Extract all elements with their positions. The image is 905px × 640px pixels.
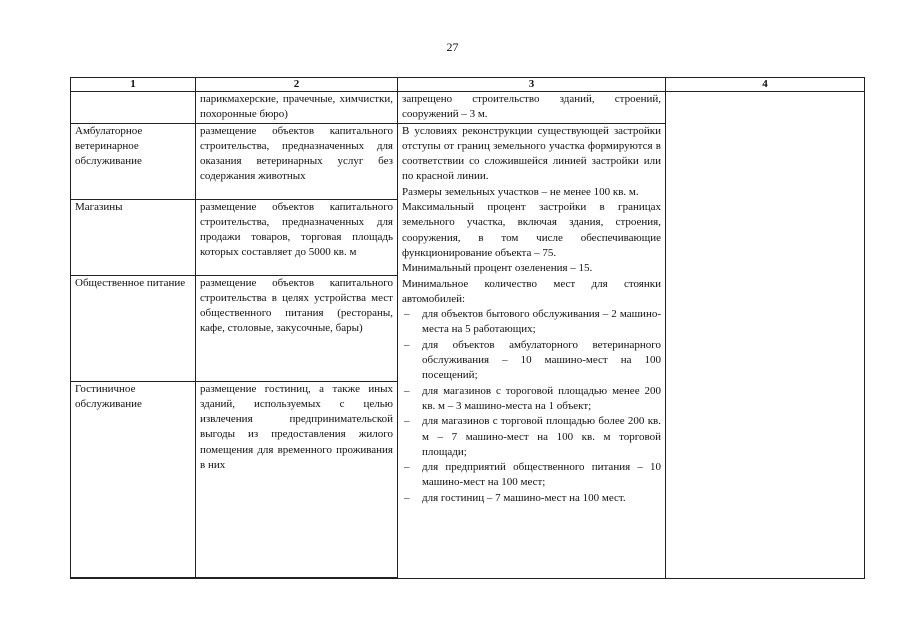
header-col-1: 1	[71, 78, 196, 92]
table-row	[71, 92, 865, 124]
parameter-paragraph: Минимальное количество мест для стоянки автомобилей:	[402, 277, 661, 305]
use-name-cell	[71, 577, 196, 578]
use-description-cell: размещение объектов капитального строительства, предназначенных для оказания ветеринарных услуг без содержания животных	[196, 123, 398, 199]
list-item: – для магазинов с торговой площадью более 200 кв. м – 7 машино-мест на 100 кв. м торговой площади;	[402, 414, 661, 460]
page-number: 27	[446, 40, 459, 54]
parameter-paragraph: Максимальный процент застройки в границах земельного участка, включая здания, строения, сооружения, в том числе обеспечивающие функционирование объекта – 75.	[402, 201, 661, 259]
use-description-cell: парикмахерские, прачечные, химчистки, похоронные бюро)	[196, 92, 398, 124]
use-name-cell: Амбулаторное ветеринарное обслуживание	[71, 123, 196, 199]
header-col-3: 3	[398, 78, 666, 92]
use-description-cell	[196, 577, 398, 578]
list-item: – для гостиниц – 7 машино-мест на 100 мест.	[402, 491, 661, 506]
list-item: – для магазинов с тороговой площадью менее 200 кв. м – 3 машино-места на 1 объект;	[402, 384, 661, 415]
table-header	[71, 78, 865, 92]
list-item: – для объектов амбулаторного ветеринарного обслуживания – 10 машино-мест на 100 посещений;	[402, 338, 661, 384]
header-col-2: 2	[196, 78, 398, 92]
parameter-paragraph: Минимальный процент озеленения – 15.	[402, 262, 593, 275]
header-col-4: 4	[666, 78, 865, 92]
notes-cell	[666, 92, 865, 579]
use-name-cell	[71, 92, 196, 124]
list-item: – для предприятий общественного питания – 10 машино-мест на 100 мест;	[402, 460, 661, 491]
use-name-cell: Гостиничное обслуживание	[71, 381, 196, 577]
parameters-cell	[398, 123, 666, 578]
list-item: – для объектов бытового обслуживания – 2 машино-места на 5 работающих;	[402, 307, 661, 338]
parameters-first-cell: запрещено строительство зданий, строений, сооружений – 3 м.	[398, 92, 666, 124]
use-description-cell: размещение объектов капитального строительства в целях устройства мест общественного питания (рестораны, кафе, столовые, закусочные, бары)	[196, 275, 398, 381]
parameter-paragraph: Размеры земельных участков – не менее 100 кв. м.	[402, 185, 639, 198]
regulations-table	[70, 77, 865, 579]
use-name-cell: Магазины	[71, 199, 196, 275]
use-name-cell: Общественное питание	[71, 275, 196, 381]
parameter-paragraph: В условиях реконструкции существующей застройки отступы от границ земельного участка формируются в соответствии со сложившейся линией застройки или по красной линии.	[402, 124, 661, 183]
parking-list	[402, 307, 661, 506]
use-description-cell: размещение объектов капитального строительства, предназначенных для продажи товаров, торговая площадь которых составляет до 5000 кв. м	[196, 199, 398, 275]
use-description-cell: размещение гостиниц, а также иных зданий, используемых с целью извлечения предпринимательской выгоды из предоставления жилого помещения для временного проживания в них	[196, 381, 398, 577]
